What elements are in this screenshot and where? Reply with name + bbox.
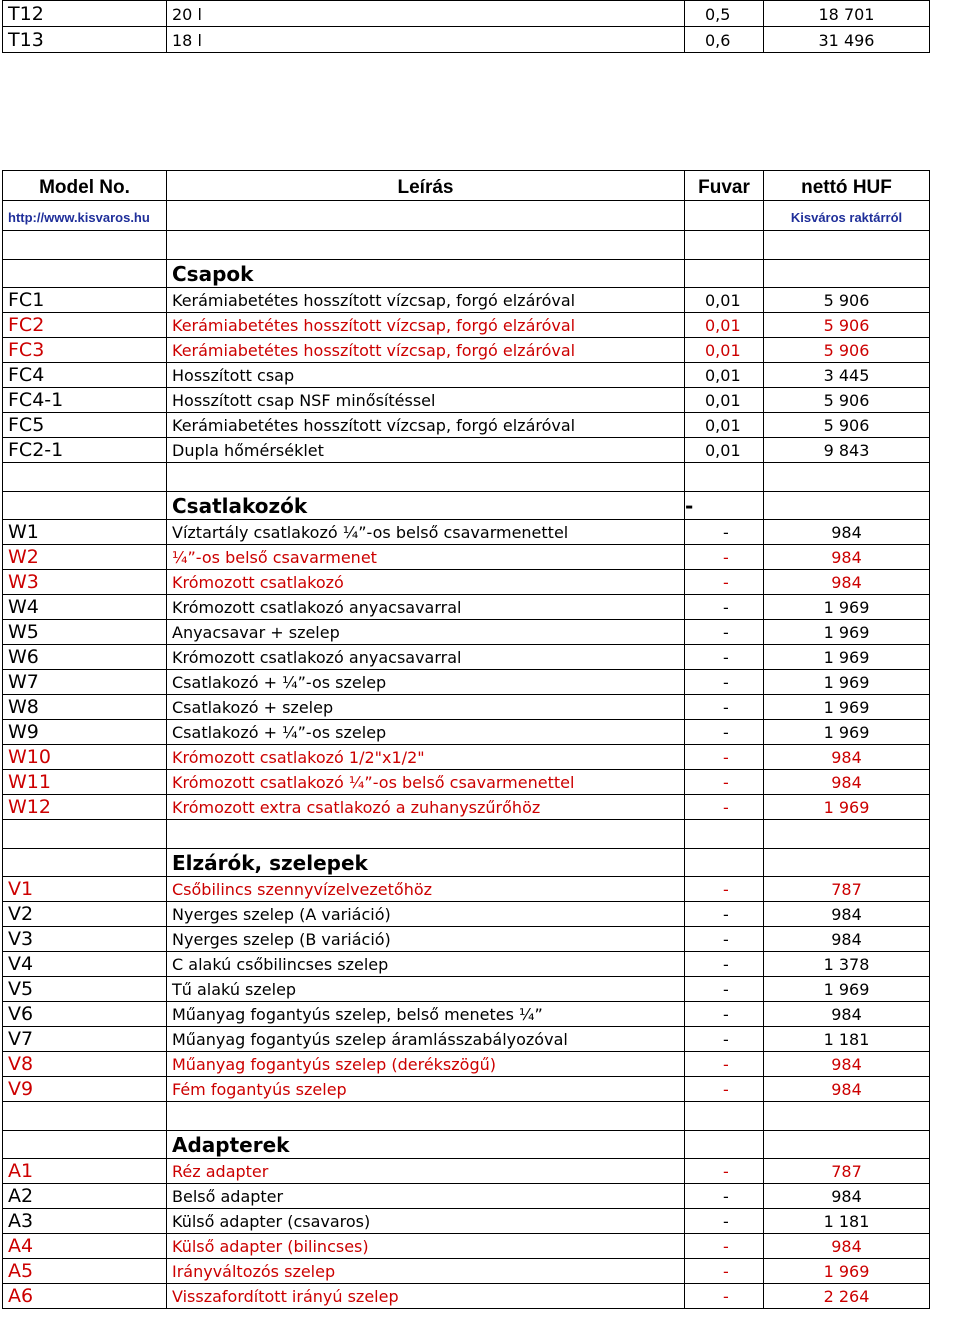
header-desc: Leírás xyxy=(167,171,685,201)
item-desc: Csatlakozó + ¼”-os szelep xyxy=(167,720,685,745)
item-fuvar: 0,01 xyxy=(685,413,764,438)
item-fuvar: - xyxy=(685,927,764,952)
section-header-row xyxy=(3,849,930,877)
item-price: 5 906 xyxy=(764,288,930,313)
item-desc: 18 l xyxy=(167,27,685,53)
item-price: 984 xyxy=(764,1077,930,1102)
item-fuvar: 0,01 xyxy=(685,313,764,338)
item-desc: Műanyag fogantyús szelep, belső menetes ¼” xyxy=(167,1002,685,1027)
item-code: FC5 xyxy=(3,413,167,438)
item-desc: ¼”-os belső csavarmenet xyxy=(167,545,685,570)
empty-cell xyxy=(167,231,685,260)
link-empty xyxy=(167,201,685,231)
item-fuvar: 0,01 xyxy=(685,438,764,463)
item-price: 984 xyxy=(764,545,930,570)
item-fuvar: - xyxy=(685,670,764,695)
item-desc: Belső adapter xyxy=(167,1184,685,1209)
item-desc: Csatlakozó + szelep xyxy=(167,695,685,720)
item-price: 31 496 xyxy=(764,27,930,53)
item-price: 1 969 xyxy=(764,1259,930,1284)
empty-cell xyxy=(764,231,930,260)
table-row xyxy=(3,1,930,27)
stock-label: Kisváros raktárról xyxy=(764,201,930,231)
item-price: 1 181 xyxy=(764,1027,930,1052)
item-fuvar: - xyxy=(685,1159,764,1184)
item-desc: Krómozott csatlakozó anyacsavarral xyxy=(167,595,685,620)
empty-cell xyxy=(3,260,167,288)
table-row xyxy=(3,770,930,795)
item-desc: Krómozott csatlakozó 1/2"x1/2" xyxy=(167,745,685,770)
item-price: 984 xyxy=(764,1002,930,1027)
section-header-row xyxy=(3,492,930,520)
item-price: 1 969 xyxy=(764,670,930,695)
item-code: FC4-1 xyxy=(3,388,167,413)
item-fuvar: 0,6 xyxy=(685,27,764,53)
empty-cell xyxy=(167,1102,685,1131)
item-code: W1 xyxy=(3,520,167,545)
spacer-row xyxy=(3,820,930,849)
item-desc: Fém fogantyús szelep xyxy=(167,1077,685,1102)
item-desc: Kerámiabetétes hosszított vízcsap, forgó elzáróval xyxy=(167,313,685,338)
empty-cell xyxy=(764,492,930,520)
table-row xyxy=(3,902,930,927)
price-table xyxy=(2,170,930,1309)
table-row xyxy=(3,1027,930,1052)
item-code: T13 xyxy=(3,27,167,53)
empty-cell xyxy=(3,231,167,260)
item-price: 1 378 xyxy=(764,952,930,977)
item-desc: Kerámiabetétes hosszított vízcsap, forgó elzáróval xyxy=(167,413,685,438)
item-code: W7 xyxy=(3,670,167,695)
item-desc: Víztartály csatlakozó ¼”-os belső csavarmenettel xyxy=(167,520,685,545)
item-desc: Krómozott csatlakozó ¼”-os belső csavarmenettel xyxy=(167,770,685,795)
item-desc: Dupla hőmérséklet xyxy=(167,438,685,463)
empty-cell xyxy=(3,492,167,520)
table-row xyxy=(3,670,930,695)
item-fuvar: 0,01 xyxy=(685,363,764,388)
item-code: A2 xyxy=(3,1184,167,1209)
section-title: Elzárók, szelepek xyxy=(167,849,685,877)
link-empty xyxy=(685,201,764,231)
item-code: FC2-1 xyxy=(3,438,167,463)
section-title: Csapok xyxy=(167,260,685,288)
top-table xyxy=(2,0,930,53)
header-netto: nettó HUF xyxy=(764,171,930,201)
item-code: A4 xyxy=(3,1234,167,1259)
item-fuvar: - xyxy=(685,952,764,977)
item-fuvar: - xyxy=(685,902,764,927)
item-fuvar: - xyxy=(685,1077,764,1102)
table-row xyxy=(3,720,930,745)
table-row xyxy=(3,363,930,388)
item-price: 5 906 xyxy=(764,338,930,363)
item-desc: Csőbilincs szennyvízelvezetőhöz xyxy=(167,877,685,902)
item-fuvar: - xyxy=(685,720,764,745)
table-row xyxy=(3,1077,930,1102)
empty-cell xyxy=(685,820,764,849)
item-fuvar: - xyxy=(685,645,764,670)
empty-cell xyxy=(764,1102,930,1131)
item-price: 5 906 xyxy=(764,388,930,413)
item-fuvar: - xyxy=(685,770,764,795)
item-price: 5 906 xyxy=(764,313,930,338)
item-desc: Krómozott csatlakozó xyxy=(167,570,685,595)
item-price: 787 xyxy=(764,1159,930,1184)
item-fuvar: - xyxy=(685,1184,764,1209)
item-price: 984 xyxy=(764,1184,930,1209)
item-fuvar: 0,01 xyxy=(685,338,764,363)
item-code: FC3 xyxy=(3,338,167,363)
empty-cell xyxy=(764,849,930,877)
item-desc: Tű alakú szelep xyxy=(167,977,685,1002)
item-code: V5 xyxy=(3,977,167,1002)
item-price: 787 xyxy=(764,877,930,902)
item-price: 1 969 xyxy=(764,795,930,820)
table-row xyxy=(3,620,930,645)
item-fuvar: - xyxy=(685,1284,764,1309)
item-code: V1 xyxy=(3,877,167,902)
item-code: W4 xyxy=(3,595,167,620)
item-price: 984 xyxy=(764,902,930,927)
item-fuvar: - xyxy=(685,695,764,720)
empty-cell xyxy=(167,820,685,849)
item-code: A5 xyxy=(3,1259,167,1284)
section-header-row xyxy=(3,1131,930,1159)
table-row xyxy=(3,1209,930,1234)
item-desc: Krómozott extra csatlakozó a zuhanyszűrőhöz xyxy=(167,795,685,820)
item-desc: 20 l xyxy=(167,1,685,27)
item-code: A6 xyxy=(3,1284,167,1309)
item-desc: Külső adapter (bilincses) xyxy=(167,1234,685,1259)
table-row xyxy=(3,952,930,977)
table-row xyxy=(3,745,930,770)
section-title: Adapterek xyxy=(167,1131,685,1159)
link-row xyxy=(3,201,930,231)
item-code: FC2 xyxy=(3,313,167,338)
item-fuvar: - xyxy=(685,745,764,770)
item-price: 3 445 xyxy=(764,363,930,388)
item-fuvar: 0,01 xyxy=(685,388,764,413)
table-row xyxy=(3,1184,930,1209)
empty-cell xyxy=(3,1102,167,1131)
table-row xyxy=(3,695,930,720)
item-fuvar: - xyxy=(685,1002,764,1027)
item-desc: C alakú csőbilincses szelep xyxy=(167,952,685,977)
item-code: V4 xyxy=(3,952,167,977)
item-code: V6 xyxy=(3,1002,167,1027)
item-price: 984 xyxy=(764,745,930,770)
table-row xyxy=(3,1234,930,1259)
item-price: 1 969 xyxy=(764,645,930,670)
item-price: 1 181 xyxy=(764,1209,930,1234)
table-row xyxy=(3,520,930,545)
table-row xyxy=(3,438,930,463)
item-code: FC4 xyxy=(3,363,167,388)
item-price: 1 969 xyxy=(764,977,930,1002)
item-code: W8 xyxy=(3,695,167,720)
item-price: 9 843 xyxy=(764,438,930,463)
empty-cell xyxy=(685,1102,764,1131)
item-code: V3 xyxy=(3,927,167,952)
item-price: 1 969 xyxy=(764,595,930,620)
table-row xyxy=(3,570,930,595)
item-fuvar: - xyxy=(685,1052,764,1077)
empty-cell xyxy=(3,849,167,877)
table-row xyxy=(3,645,930,670)
empty-cell xyxy=(167,463,685,492)
table-row xyxy=(3,1259,930,1284)
item-code: W9 xyxy=(3,720,167,745)
empty-cell xyxy=(3,1131,167,1159)
empty-cell xyxy=(764,1131,930,1159)
table-row xyxy=(3,413,930,438)
item-code: W11 xyxy=(3,770,167,795)
item-price: 984 xyxy=(764,1052,930,1077)
table-row xyxy=(3,388,930,413)
item-price: 5 906 xyxy=(764,413,930,438)
table-row xyxy=(3,545,930,570)
empty-cell xyxy=(764,820,930,849)
item-code: A1 xyxy=(3,1159,167,1184)
item-desc: Műanyag fogantyús szelep áramlásszabályozóval xyxy=(167,1027,685,1052)
item-desc: Műanyag fogantyús szelep (derékszögű) xyxy=(167,1052,685,1077)
item-fuvar: - xyxy=(685,570,764,595)
item-fuvar: - xyxy=(685,620,764,645)
table-row xyxy=(3,1052,930,1077)
table-row xyxy=(3,595,930,620)
item-desc: Anyacsavar + szelep xyxy=(167,620,685,645)
item-price: 2 264 xyxy=(764,1284,930,1309)
item-fuvar: - xyxy=(685,977,764,1002)
empty-cell xyxy=(3,820,167,849)
item-desc: Kerámiabetétes hosszított vízcsap, forgó elzáróval xyxy=(167,288,685,313)
section-title-extra: - xyxy=(685,492,764,520)
item-code: FC1 xyxy=(3,288,167,313)
item-code: V2 xyxy=(3,902,167,927)
item-price: 984 xyxy=(764,927,930,952)
item-price: 984 xyxy=(764,520,930,545)
item-fuvar: 0,5 xyxy=(685,1,764,27)
empty-cell xyxy=(3,463,167,492)
item-desc: Irányváltozós szelep xyxy=(167,1259,685,1284)
item-desc: Hosszított csap NSF minősítéssel xyxy=(167,388,685,413)
empty-cell xyxy=(764,463,930,492)
item-fuvar: - xyxy=(685,1259,764,1284)
table-row xyxy=(3,795,930,820)
section-title-extra xyxy=(685,260,764,288)
item-code: V7 xyxy=(3,1027,167,1052)
item-code: W2 xyxy=(3,545,167,570)
item-desc: Hosszított csap xyxy=(167,363,685,388)
section-title-extra xyxy=(685,849,764,877)
section-title: Csatlakozók xyxy=(167,492,685,520)
table-row xyxy=(3,877,930,902)
item-fuvar: - xyxy=(685,545,764,570)
table-row xyxy=(3,977,930,1002)
website-link[interactable]: http://www.kisvaros.hu xyxy=(3,201,167,231)
item-price: 1 969 xyxy=(764,695,930,720)
item-fuvar: - xyxy=(685,520,764,545)
table-row xyxy=(3,1159,930,1184)
item-desc: Kerámiabetétes hosszított vízcsap, forgó elzáróval xyxy=(167,338,685,363)
section-header-row xyxy=(3,260,930,288)
item-desc: Krómozott csatlakozó anyacsavarral xyxy=(167,645,685,670)
spacer-row xyxy=(3,1102,930,1131)
item-code: V9 xyxy=(3,1077,167,1102)
item-code: A3 xyxy=(3,1209,167,1234)
item-desc: Nyerges szelep (B variáció) xyxy=(167,927,685,952)
table-row xyxy=(3,927,930,952)
spacer-row xyxy=(3,231,930,260)
item-code: V8 xyxy=(3,1052,167,1077)
item-price: 18 701 xyxy=(764,1,930,27)
item-desc: Külső adapter (csavaros) xyxy=(167,1209,685,1234)
item-fuvar: - xyxy=(685,1209,764,1234)
item-fuvar: - xyxy=(685,1234,764,1259)
item-fuvar: - xyxy=(685,595,764,620)
item-desc: Nyerges szelep (A variáció) xyxy=(167,902,685,927)
item-code: W6 xyxy=(3,645,167,670)
item-code: W10 xyxy=(3,745,167,770)
spacer-row xyxy=(3,463,930,492)
header-model: Model No. xyxy=(3,171,167,201)
table-row xyxy=(3,27,930,53)
item-price: 984 xyxy=(764,1234,930,1259)
item-fuvar: - xyxy=(685,877,764,902)
item-desc: Csatlakozó + ¼”-os szelep xyxy=(167,670,685,695)
empty-cell xyxy=(685,231,764,260)
header-fuvar: Fuvar xyxy=(685,171,764,201)
item-desc: Réz adapter xyxy=(167,1159,685,1184)
item-code: T12 xyxy=(3,1,167,27)
item-fuvar: - xyxy=(685,795,764,820)
item-price: 984 xyxy=(764,770,930,795)
item-fuvar: 0,01 xyxy=(685,288,764,313)
empty-cell xyxy=(764,260,930,288)
item-code: W5 xyxy=(3,620,167,645)
table-row xyxy=(3,313,930,338)
table-row xyxy=(3,338,930,363)
item-price: 1 969 xyxy=(764,620,930,645)
item-desc: Visszafordított irányú szelep xyxy=(167,1284,685,1309)
item-code: W3 xyxy=(3,570,167,595)
item-fuvar: - xyxy=(685,1027,764,1052)
table-row xyxy=(3,1002,930,1027)
item-code: W12 xyxy=(3,795,167,820)
item-price: 984 xyxy=(764,570,930,595)
item-price: 1 969 xyxy=(764,720,930,745)
table-row xyxy=(3,1284,930,1309)
section-title-extra xyxy=(685,1131,764,1159)
table-row xyxy=(3,288,930,313)
header-row xyxy=(3,171,930,201)
empty-cell xyxy=(685,463,764,492)
